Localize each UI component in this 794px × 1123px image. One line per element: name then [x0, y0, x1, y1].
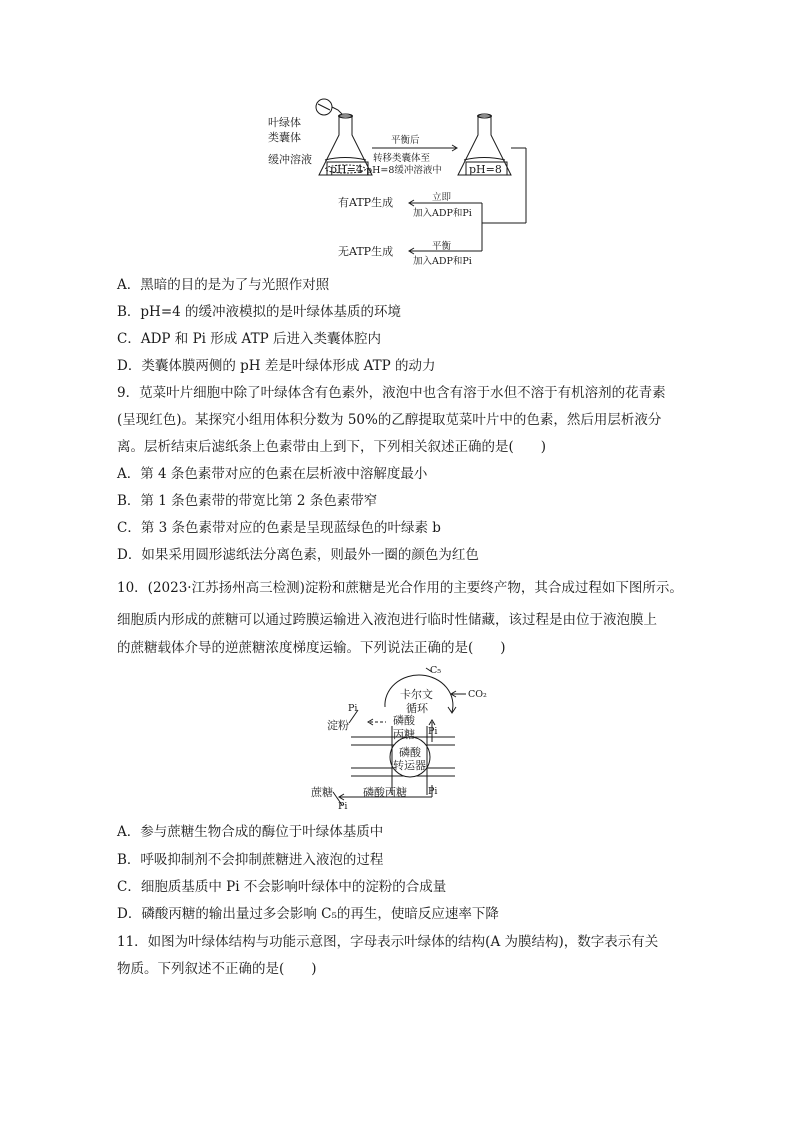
triose-out-label: 磷酸丙糖 [363, 786, 407, 799]
arrow-label-transfer: 转移类囊体至 [373, 153, 431, 164]
q10-option-c: C．细胞质基质中 Pi 不会影响叶绿体中的淀粉的合成量 [117, 879, 447, 895]
triose-label-2: 丙糖 [393, 728, 415, 741]
q11-stem-line-1: 11．如图为叶绿体结构与功能示意图，字母表示叶绿体的结构(A 为膜结构)，数字表示有关 [117, 934, 659, 950]
cond-immediately: 立即 [432, 192, 452, 203]
q9-stem-line-3: 离。层析结束后滤纸条上色素带由上到下，下列相关叙述正确的是( ) [117, 439, 547, 455]
left-flask-ph: pH=4 [330, 163, 363, 176]
result-no-atp: 无ATP生成 [338, 245, 394, 258]
label-chloroplast: 叶绿体 [268, 116, 301, 129]
triose-label-1: 磷酸 [393, 714, 415, 727]
q9-stem-line-1: 9．苋菜叶片细胞中除了叶绿体含有色素外，液泡中也含有溶于水但不溶于有机溶剂的花青素 [117, 385, 666, 401]
right-flask-ph: pH=8 [469, 163, 502, 176]
q10-option-a: A．参与蔗糖生物合成的酶位于叶绿体基质中 [117, 824, 384, 840]
c5-label: C₅ [430, 665, 442, 676]
q8-option-d: D．类囊体膜两侧的 pH 差是叶绿体形成 ATP 的动力 [117, 358, 436, 374]
label-thylakoid: 类囊体 [268, 131, 301, 144]
q9-stem-line-2: (呈现红色)。某探究小组用体积分数为 50%的乙醇提取苋菜叶片中的色素，然后用层析液分 [117, 412, 662, 428]
q8-option-c: C．ADP 和 Pi 形成 ATP 后进入类囊体腔内 [117, 331, 381, 347]
label-buffer: 缓冲溶液 [268, 153, 312, 166]
q10-stem-line-3: 的蔗糖载体介导的逆蔗糖浓度梯度运输。下列说法正确的是( ) [117, 640, 506, 656]
starch-label: 淀粉 [327, 719, 349, 732]
pi-left-label: Pi [348, 703, 358, 714]
q10-stem-line-1: 10．(2023·江苏扬州高三检测)淀粉和蔗糖是光合作用的主要终产物，其合成过程如下图所示。 [117, 580, 683, 596]
q10-option-b: B．呼吸抑制剂不会抑制蔗糖进入液泡的过程 [117, 852, 384, 868]
q10-option-d: D．磷酸丙糖的输出量过多会影响 C₅的再生，使暗反应速率下降 [117, 906, 499, 922]
q10-stem-line-2: 细胞质内形成的蔗糖可以通过跨膜运输进入液泡进行临时性储藏，该过程是由位于液泡膜上 [117, 612, 657, 628]
q11-stem-line-2: 物质。下列叙述不正确的是( ) [117, 961, 317, 977]
cond-add-adp-pi-2: 加入ADP和Pi [413, 256, 472, 267]
q8-option-a: A．黑暗的目的是为了与光照作对照 [117, 277, 330, 293]
q9-option-d: D．如果采用圆形滤纸法分离色素，则最外一圈的颜色为红色 [117, 547, 479, 563]
transporter-label-1: 磷酸 [399, 746, 421, 759]
q9-option-b: B．第 1 条色素带的带宽比第 2 条色素带窄 [117, 493, 378, 509]
transporter-label-2: 转运器 [393, 759, 426, 772]
cond-equilibrium: 平衡 [432, 241, 452, 252]
pi-right-label: Pi [428, 726, 438, 737]
co2-label: CO₂ [468, 689, 487, 700]
cond-add-adp-pi-1: 加入ADP和Pi [413, 208, 472, 219]
pi-out-right-label: Pi [428, 786, 438, 797]
arrow-label-after-equilibrium: 平衡后 [391, 135, 420, 146]
sucrose-label: 蔗糖 [311, 786, 333, 799]
q9-option-c: C．第 3 条色素带对应的色素是呈现蓝绿色的叶绿素 b [117, 520, 441, 536]
arrow-label-ph8-buffer: pH=8缓冲溶液中 [366, 165, 442, 176]
pi-out-left-label: Pi [338, 801, 348, 812]
calvin-cycle-label-2: 循环 [406, 702, 428, 715]
result-atp-produced: 有ATP生成 [338, 196, 394, 209]
calvin-cycle-label-1: 卡尔文 [400, 688, 433, 701]
q9-option-a: A．第 4 条色素带对应的色素在层析液中溶解度最小 [117, 466, 428, 482]
q8-option-b: B．pH=4 的缓冲液模拟的是叶绿体基质的环境 [117, 304, 402, 320]
